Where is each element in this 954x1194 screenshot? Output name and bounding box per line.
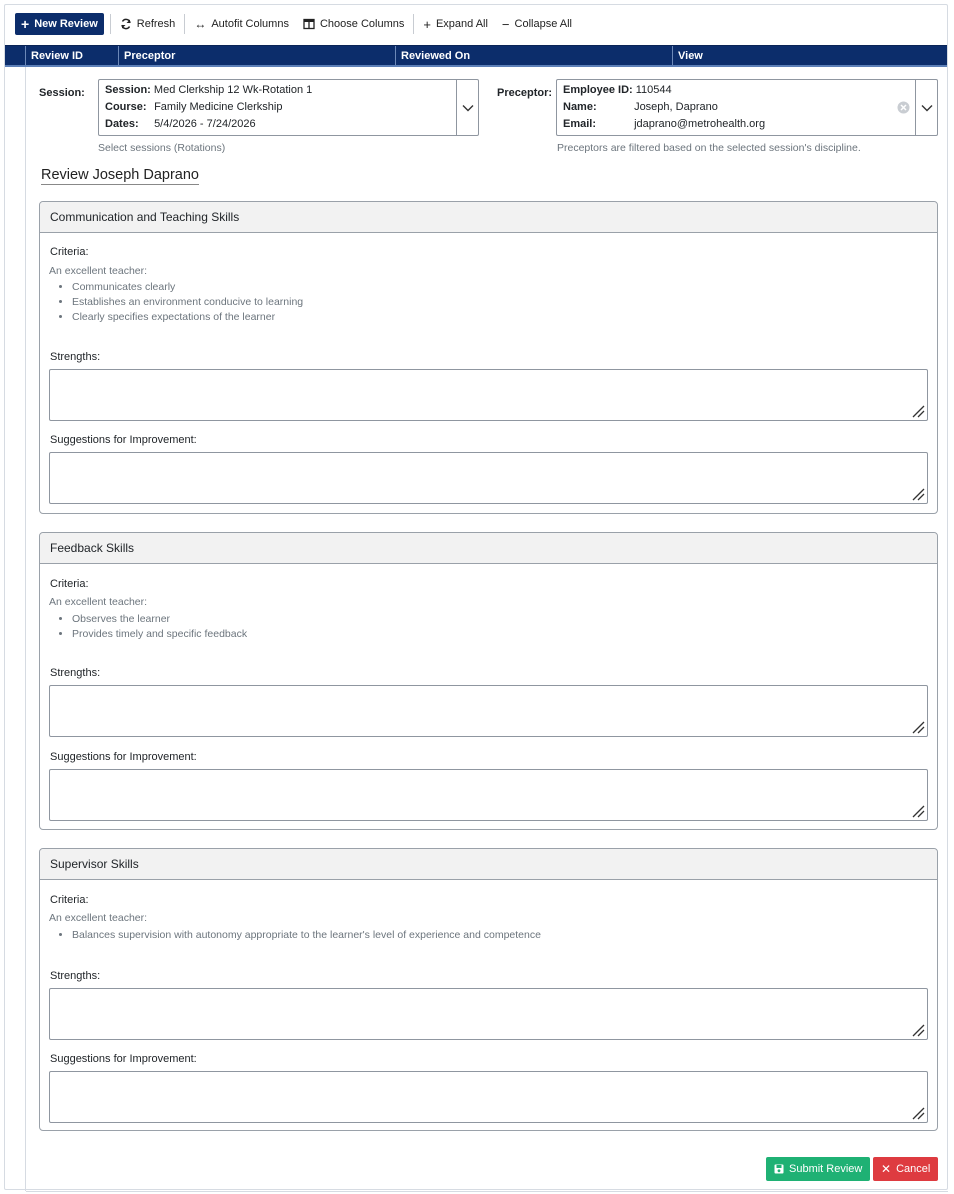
review-detail <box>25 67 947 1191</box>
criteria-item: • Establishes an environment conducive to learning <box>72 295 303 310</box>
course-row <box>105 101 282 113</box>
resize-grip-icon[interactable] <box>911 404 925 418</box>
choose-columns-button[interactable] <box>296 13 411 35</box>
expand-column-header <box>5 46 25 65</box>
strengths-label: Strengths: <box>50 667 101 679</box>
criteria-item: • Balances supervision with autonomy appropriate to the learner's level of experience and competence <box>72 928 541 943</box>
dates-value: 5/4/2026 - 7/24/2026 <box>154 118 256 130</box>
preceptor-hint: Preceptors are filtered based on the selected session's discipline. <box>557 142 861 154</box>
review-page <box>4 4 948 1190</box>
employee-row <box>563 84 672 96</box>
columns-icon <box>303 18 315 30</box>
course-key: Course: <box>105 101 147 113</box>
strengths-label: Strengths: <box>50 970 101 982</box>
email-row <box>563 118 765 130</box>
name-row <box>563 101 718 113</box>
employee-value: 110544 <box>635 84 672 96</box>
collapse-all-button[interactable] <box>495 13 579 35</box>
session-row <box>105 84 312 96</box>
session-value: Med Clerkship 12 Wk-Rotation 1 <box>153 84 313 96</box>
toolbar-separator <box>184 14 185 34</box>
close-icon: ✕ <box>881 1162 892 1176</box>
cancel-button[interactable] <box>873 1157 938 1181</box>
clear-icon[interactable] <box>897 101 910 114</box>
course-value: Family Medicine Clerkship <box>154 101 283 113</box>
column-header-preceptor[interactable]: Preceptor <box>118 46 395 65</box>
autofit-columns-button[interactable] <box>187 13 296 35</box>
section-title[interactable]: Supervisor Skills <box>40 849 937 880</box>
session-label: Session: <box>39 87 85 99</box>
submit-review-button[interactable] <box>766 1157 870 1181</box>
autofit-columns-label: Autofit Columns <box>211 18 289 30</box>
resize-grip-icon[interactable] <box>911 487 925 501</box>
plus-icon: + <box>21 16 30 32</box>
refresh-label: Refresh <box>136 18 176 30</box>
cancel-label: Cancel <box>896 1163 931 1175</box>
section-feedback <box>39 532 938 830</box>
preceptor-label: Preceptor: <box>497 87 553 99</box>
criteria-intro: An excellent teacher: <box>49 265 148 277</box>
column-header-view[interactable]: View <box>672 46 947 65</box>
arrows-horizontal-icon: ↔ <box>194 17 207 31</box>
preceptor-select[interactable] <box>556 79 938 136</box>
toolbar-separator <box>110 14 111 34</box>
name-key: Name: <box>563 101 597 113</box>
criteria-label: Criteria: <box>50 246 89 258</box>
section-title[interactable]: Communication and Teaching Skills <box>40 202 937 233</box>
grid-header <box>5 45 947 67</box>
dates-key: Dates: <box>105 118 139 130</box>
new-review-button[interactable] <box>15 13 104 35</box>
chevron-down-icon <box>921 104 933 112</box>
employee-key: Employee ID: <box>563 84 633 96</box>
expand-all-button[interactable] <box>416 13 495 35</box>
dates-row <box>105 118 256 130</box>
criteria-item: • Communicates clearly <box>72 280 303 295</box>
criteria-list <box>49 612 247 642</box>
resize-grip-icon[interactable] <box>911 1023 925 1037</box>
resize-grip-icon[interactable] <box>911 720 925 734</box>
detail-bottom-border <box>26 1191 948 1192</box>
session-hint: Select sessions (Rotations) <box>98 142 226 154</box>
strengths-textarea[interactable] <box>49 685 928 737</box>
section-title[interactable]: Feedback Skills <box>40 533 937 564</box>
criteria-list <box>49 280 303 325</box>
criteria-list <box>49 928 541 943</box>
column-header-reviewed-on[interactable]: Reviewed On <box>395 46 672 65</box>
improvement-label: Suggestions for Improvement: <box>50 1053 197 1065</box>
review-title: Review Joseph Daprano <box>41 167 199 183</box>
name-value: Joseph, Daprano <box>634 101 718 113</box>
refresh-button[interactable] <box>113 13 183 35</box>
section-supervisor <box>39 848 938 1131</box>
preceptor-dropdown-toggle[interactable] <box>915 80 937 135</box>
criteria-item: • Clearly specifies expectations of the learner <box>72 310 303 325</box>
criteria-intro: An excellent teacher: <box>49 912 148 924</box>
column-header-review-id[interactable]: Review ID <box>25 46 118 65</box>
resize-grip-icon[interactable] <box>911 804 925 818</box>
session-select[interactable] <box>98 79 479 136</box>
resize-grip-icon[interactable] <box>911 1106 925 1120</box>
criteria-label: Criteria: <box>50 894 89 906</box>
strengths-textarea[interactable] <box>49 369 928 421</box>
choose-columns-label: Choose Columns <box>319 18 405 30</box>
criteria-item: • Observes the learner <box>72 612 247 627</box>
plus-icon: + <box>423 16 431 32</box>
toolbar-separator <box>413 14 414 34</box>
grid-toolbar <box>15 13 579 35</box>
minus-icon: − <box>501 16 510 32</box>
section-communication-teaching <box>39 201 938 514</box>
collapse-all-label: Collapse All <box>514 18 572 30</box>
email-value: jdaprano@metrohealth.org <box>634 118 766 130</box>
criteria-item: • Provides timely and specific feedback <box>72 627 247 642</box>
strengths-label: Strengths: <box>50 351 101 363</box>
improvement-textarea[interactable] <box>49 769 928 821</box>
criteria-intro: An excellent teacher: <box>49 596 148 608</box>
session-dropdown-toggle[interactable] <box>456 80 478 135</box>
email-key: Email: <box>563 118 597 130</box>
refresh-icon <box>120 18 132 30</box>
expand-all-label: Expand All <box>435 18 488 30</box>
improvement-label: Suggestions for Improvement: <box>50 434 197 446</box>
strengths-textarea[interactable] <box>49 988 928 1040</box>
session-key: Session: <box>105 84 151 96</box>
criteria-label: Criteria: <box>50 578 89 590</box>
new-review-label: New Review <box>34 18 98 30</box>
improvement-textarea[interactable] <box>49 1071 928 1123</box>
improvement-textarea[interactable] <box>49 452 928 504</box>
save-icon <box>774 1164 784 1174</box>
chevron-down-icon <box>462 104 474 112</box>
submit-review-label: Submit Review <box>789 1163 863 1175</box>
improvement-label: Suggestions for Improvement: <box>50 751 197 763</box>
